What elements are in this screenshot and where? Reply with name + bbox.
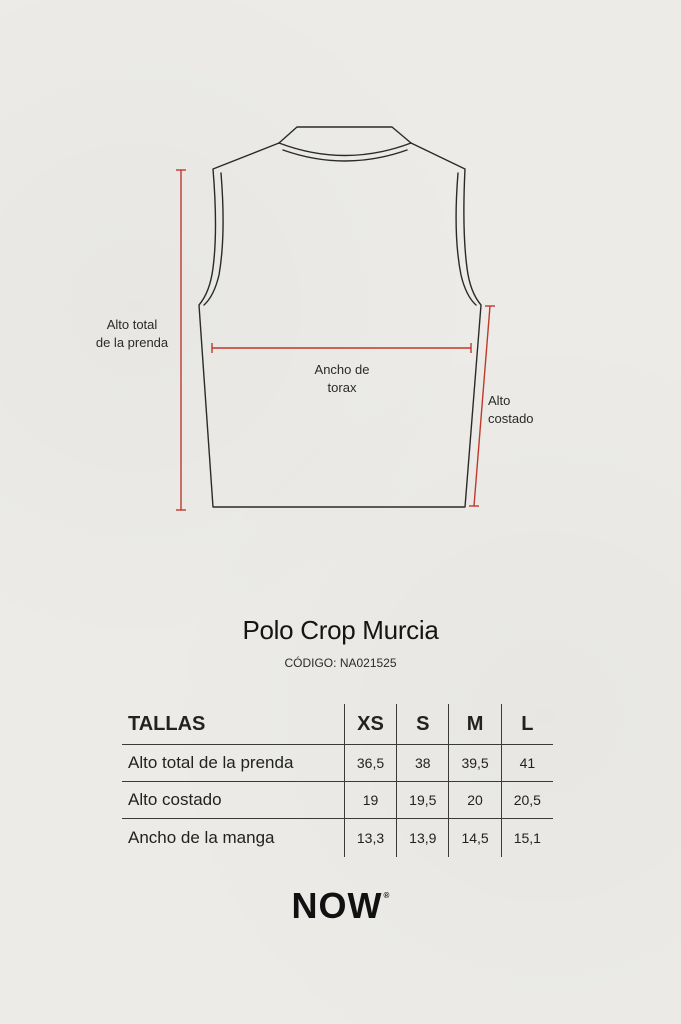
size-header-xs: XS — [344, 704, 396, 745]
table-row — [122, 819, 553, 858]
cell-value: 20,5 — [501, 782, 553, 819]
cell-value: 14,5 — [449, 819, 501, 858]
measure-ancho-torax — [212, 343, 471, 353]
product-title: Polo Crop Murcia — [242, 615, 439, 645]
cell-value: 19 — [344, 782, 396, 819]
table-row — [122, 745, 553, 782]
size-header-m: M — [449, 704, 501, 745]
size-header-s: S — [397, 704, 449, 745]
label-ancho-torax: Ancho de torax — [314, 362, 370, 395]
brand-name: NOW — [291, 885, 383, 926]
row-label: Ancho de la manga — [122, 819, 344, 858]
right-armhole — [456, 173, 476, 305]
collar-outer — [279, 127, 411, 143]
cell-value: 38 — [397, 745, 449, 782]
row-label: Alto total de la prenda — [122, 745, 344, 782]
product-code-label: CÓDIGO: — [284, 656, 337, 670]
cell-value: 19,5 — [397, 782, 449, 819]
cell-value: 15,1 — [501, 819, 553, 858]
product-code — [0, 656, 681, 670]
cell-value: 39,5 — [449, 745, 501, 782]
size-table-header — [122, 704, 553, 745]
table-row — [122, 782, 553, 819]
size-table-header-label: TALLAS — [128, 712, 206, 735]
left-armhole — [204, 173, 223, 305]
collar-inner — [279, 143, 411, 156]
row-label: Alto costado — [122, 782, 344, 819]
size-header-l: L — [501, 704, 553, 745]
cell-value: 36,5 — [344, 745, 396, 782]
label-alto-total: Alto total de la prenda — [95, 317, 169, 350]
registered-mark: ® — [383, 891, 390, 900]
size-table — [122, 704, 553, 857]
garment-outline — [199, 127, 481, 507]
cell-value: 13,3 — [344, 819, 396, 858]
body-outline — [199, 143, 481, 507]
label-alto-costado: Alto costado — [488, 393, 534, 426]
cell-value: 41 — [501, 745, 553, 782]
cell-value: 20 — [449, 782, 501, 819]
cell-value: 13,9 — [397, 819, 449, 858]
brand-logo — [0, 885, 681, 927]
product-code-value: NA021525 — [339, 656, 397, 670]
